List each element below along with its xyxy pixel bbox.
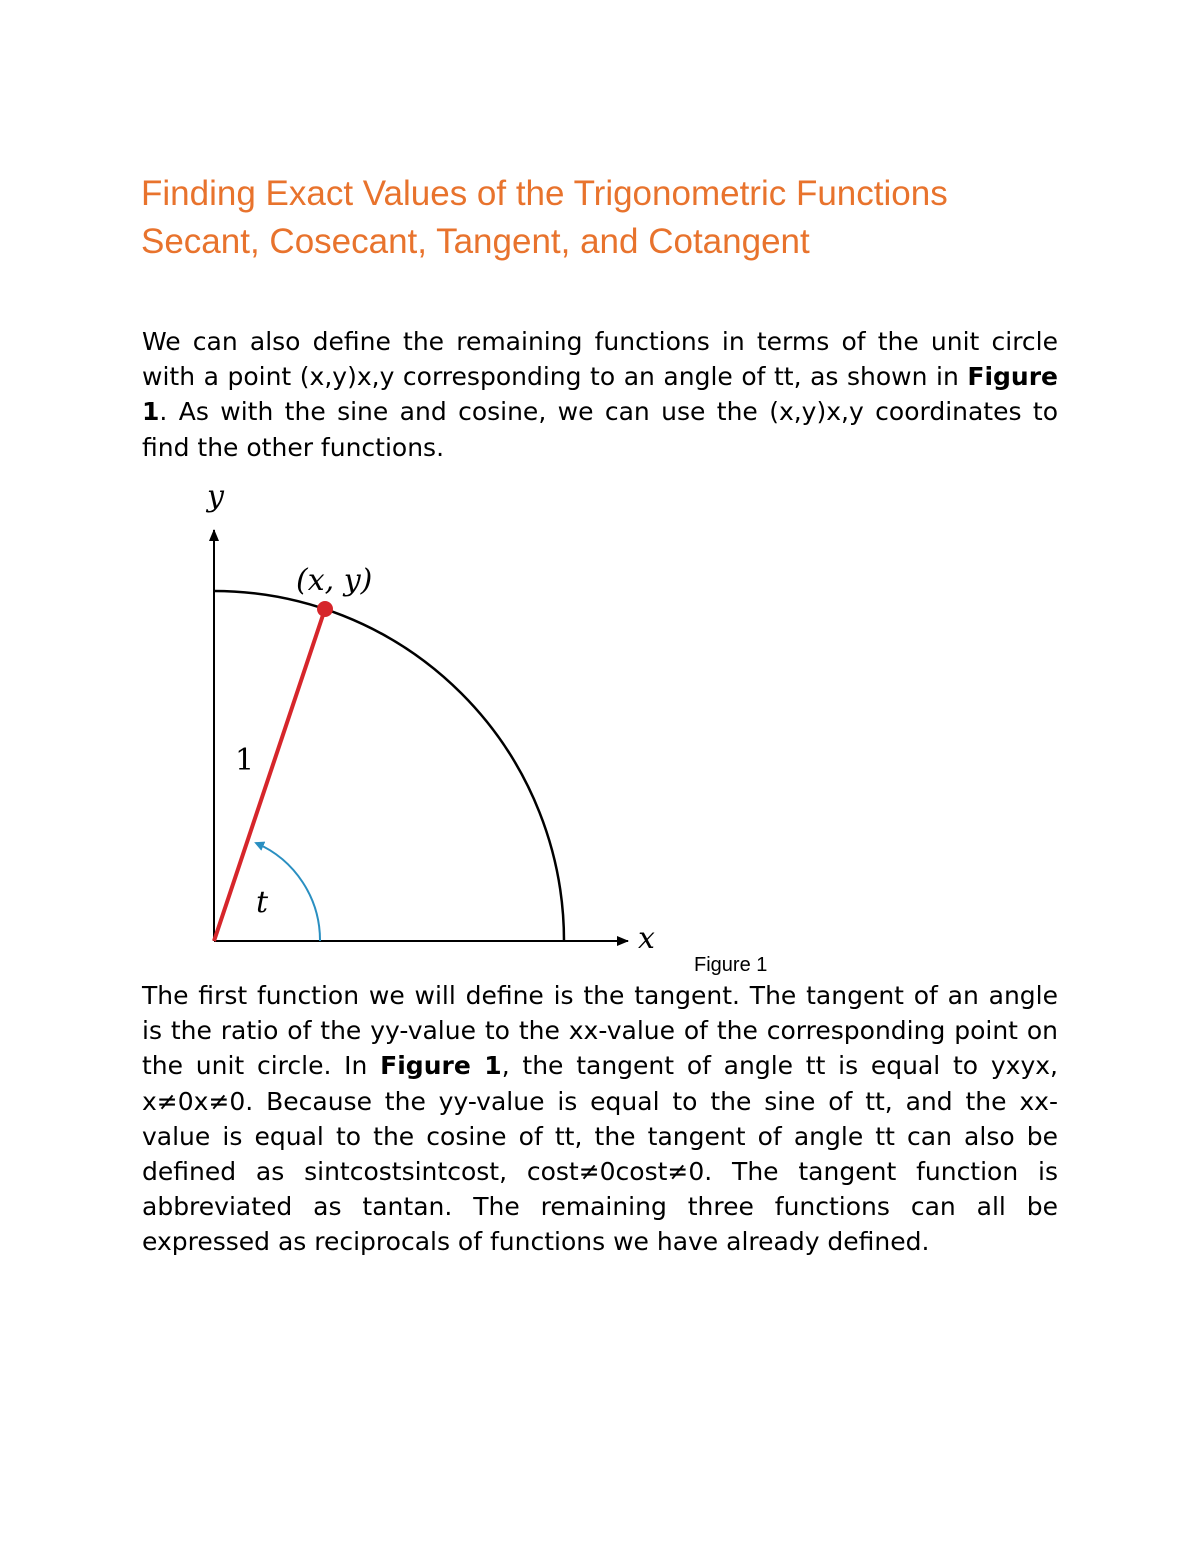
tangent-text-2: , the tangent of angle tt is equal to yxyx, x≠0x≠0. Because the yy-value is equal to the sine of tt, and the xx-value is equal to the cosine of tt, the tangent of angle tt can also be defined as sintcostsintcost, cost≠0cost≠0. The tangent function is abbreviated as tantan. The remaining three functions can all be expressed as reciprocals of functions we have already defined. [142, 1051, 1058, 1257]
y-axis-label: y [207, 479, 224, 514]
figure-caption: Figure 1 [694, 954, 768, 976]
radius-label: 1 [235, 743, 255, 778]
tangent-paragraph [142, 978, 1058, 1260]
point-marker [317, 601, 333, 617]
intro-text-2: . As with the sine and cosine, we can use the (x,y)x,y coordinates to find the other functions. [142, 397, 1058, 462]
tangent-text-1: The first function we will define is the tangent. The tangent of an angle is the ratio of the yy-value to the xx-value of the corresponding point on the unit circle. In [142, 981, 1058, 1081]
angle-label: t [256, 885, 269, 920]
page-title: Finding Exact Values of the Trigonometric Functions Secant, Cosecant, Tangent, and Cotangent [141, 174, 948, 261]
intro-text-1: We can also define the remaining functions in terms of the unit circle with a point (x,y)x,y corresponding to an angle of tt, as shown in [142, 327, 1058, 392]
figure-reference: Figure 1 [380, 1051, 502, 1081]
figure-reference: Figure 1 [142, 362, 1058, 427]
x-axis-label: x [638, 921, 655, 956]
point-label: (x, y) [296, 563, 373, 598]
